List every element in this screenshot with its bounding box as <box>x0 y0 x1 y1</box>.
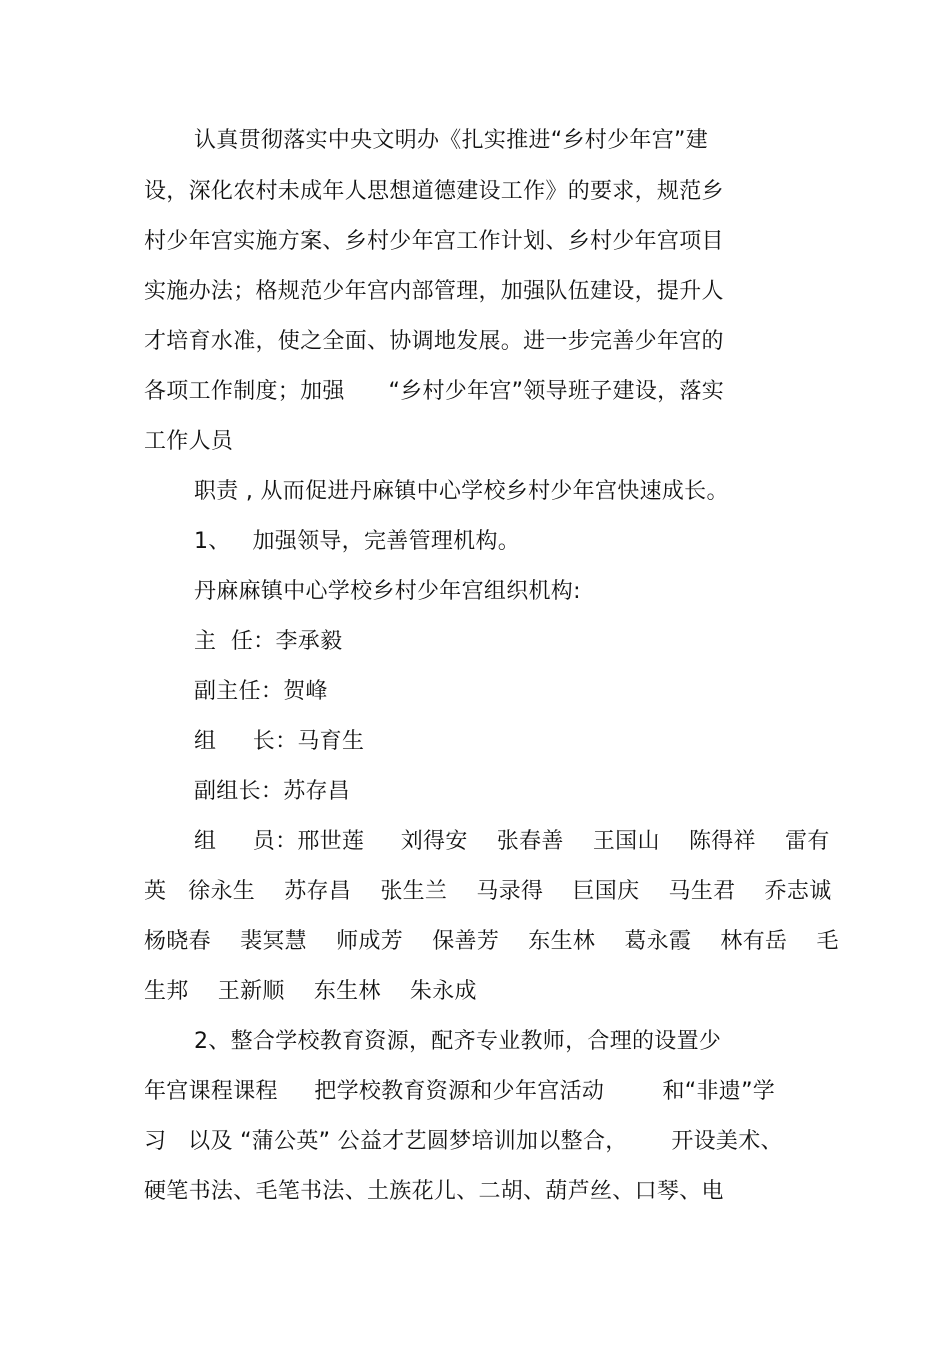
role-line: 组 长：马育生 <box>194 729 365 754</box>
section-heading: 2、整合学校教育资源，配齐专业教师，合理的设置少 <box>194 1029 722 1054</box>
text-line: 设，深化农村未成年人思想道德建设工作》的要求，规范乡 <box>144 179 724 204</box>
text-line: 习 以及 “蒲公英” 公益才艺圆梦培训加以整合， 开设美术、 <box>144 1129 783 1154</box>
text-line: 硬笔书法、毛笔书法、土族花儿、二胡、葫芦丝、口琴、电 <box>144 1179 724 1204</box>
text-line: 职责 , 从而促进丹麻镇中心学校乡村少年宫快速成长。 <box>194 479 729 504</box>
members-line: 英 徐永生 苏存昌 张生兰 马录得 巨国庆 马生君 乔志诚 <box>144 879 832 904</box>
role-line: 副主任：贺峰 <box>194 679 328 704</box>
text-line: 各项工作制度；加强 “乡村少年宫”领导班子建设，落实 <box>144 379 725 404</box>
text-line: 才培育水准，使之全面、协调地发展。进一步完善少年宫的 <box>144 329 724 354</box>
section-heading: 1、 加强领导，完善管理机构。 <box>194 529 521 554</box>
text-line: 工作人员 <box>144 429 234 454</box>
role-line: 主 任：李承毅 <box>194 629 343 654</box>
text-line: 实施办法；格规范少年宫内部管理，加强队伍建设，提升人 <box>144 279 724 304</box>
text-line: 认真贯彻落实中央文明办《扎实推进“乡村少年宫”建 <box>194 128 708 153</box>
text-line: 丹麻麻镇中心学校乡村少年宫组织机构: <box>194 579 581 604</box>
text-line: 村少年宫实施方案、乡村少年宫工作计划、乡村少年宫项目 <box>144 229 724 254</box>
role-line: 副组长：苏存昌 <box>194 779 351 804</box>
members-line: 组 员：邢世莲 刘得安 张春善 王国山 陈得祥 雷有 <box>194 829 830 854</box>
text-line: 年宫课程课程 把学校教育资源和少年宫活动 和“非遗”学 <box>144 1079 776 1104</box>
members-line: 生邦 王新顺 东生林 朱永成 <box>144 979 477 1004</box>
members-line: 杨晓春 裴冥慧 师成芳 保善芳 东生林 葛永霞 林有岳 毛 <box>144 929 839 954</box>
